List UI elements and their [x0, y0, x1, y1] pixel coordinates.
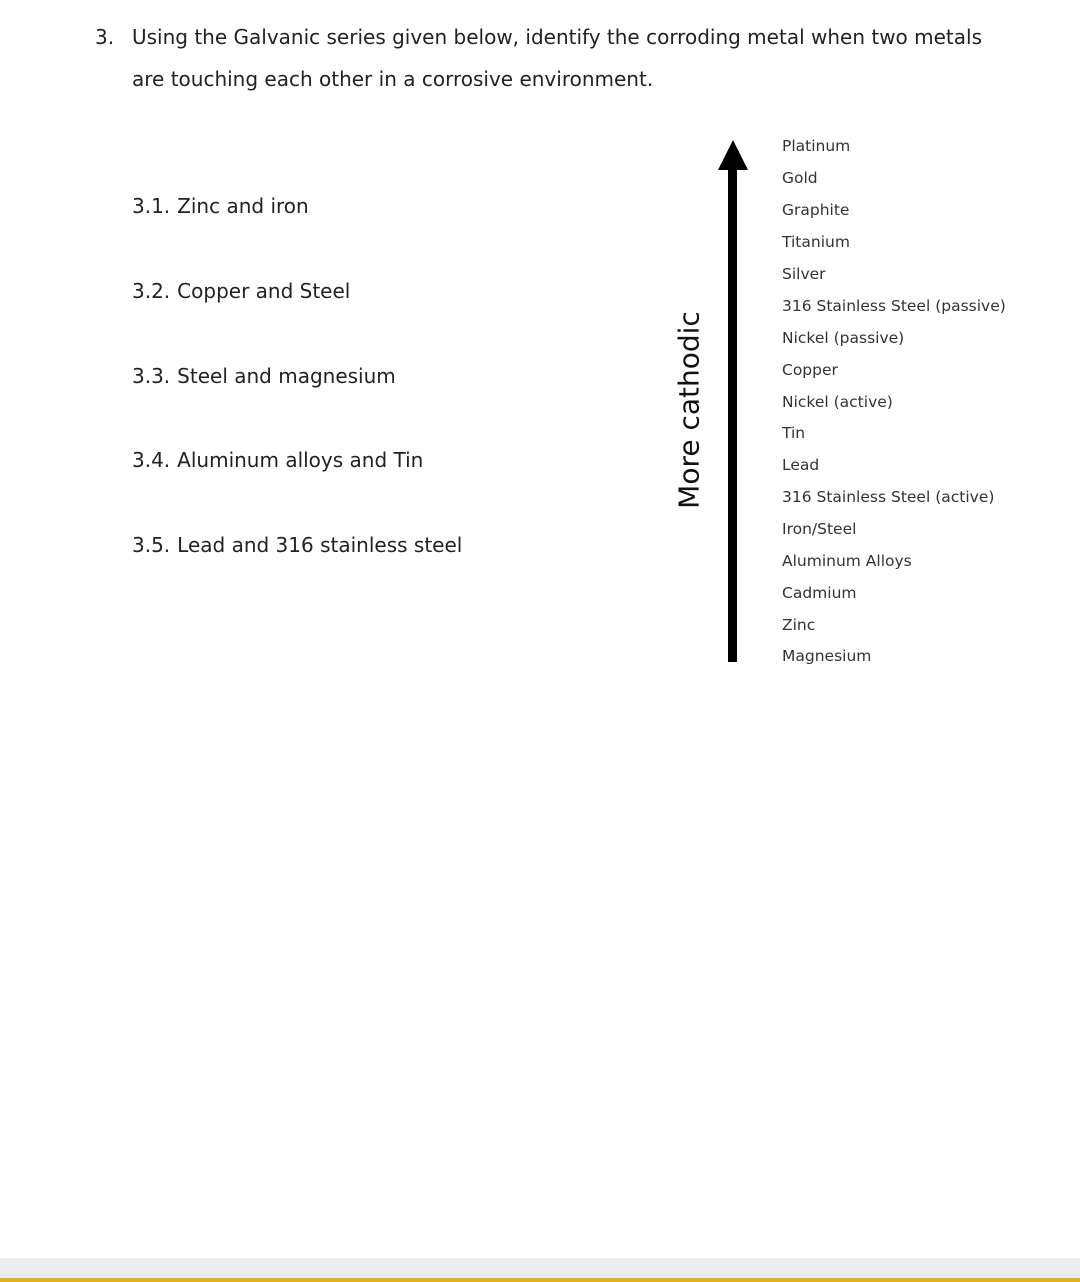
subquestion-text: Aluminum alloys and Tin — [177, 448, 424, 472]
metal-silver: Silver — [782, 265, 826, 283]
metal-nickel-passive: Nickel (passive) — [782, 329, 905, 347]
subquestion-text: Lead and 316 stainless steel — [177, 533, 463, 557]
metal-zinc: Zinc — [782, 616, 816, 634]
metal-aluminum-alloys: Aluminum Alloys — [782, 552, 912, 570]
subquestion-text: Copper and Steel — [177, 279, 351, 303]
subquestion-4 — [132, 447, 423, 473]
metal-tin: Tin — [782, 424, 806, 442]
metal-magnesium: Magnesium — [782, 647, 872, 665]
subquestion-3 — [132, 363, 396, 389]
galvanic-arrow-shaft — [728, 166, 737, 662]
metal-titanium: Titanium — [782, 233, 850, 251]
subquestion-number: 3.2. — [132, 279, 171, 303]
metal-lead: Lead — [782, 456, 820, 474]
more-cathodic-label: More cathodic — [672, 311, 706, 509]
subquestion-text: Steel and magnesium — [177, 364, 396, 388]
subquestion-number: 3.3. — [132, 364, 171, 388]
metal-gold: Gold — [782, 169, 818, 187]
subquestion-1 — [132, 193, 309, 219]
subquestion-number: 3.1. — [132, 194, 171, 218]
question-number: 3. — [95, 25, 115, 49]
metal-graphite: Graphite — [782, 201, 850, 219]
metal-platinum: Platinum — [782, 137, 851, 155]
metal-nickel-active: Nickel (active) — [782, 393, 893, 411]
subquestion-2 — [132, 278, 350, 304]
page-footer-band — [0, 1258, 1080, 1278]
metal-316-ss-active: 316 Stainless Steel (active) — [782, 488, 995, 506]
metal-iron-steel: Iron/Steel — [782, 520, 857, 538]
subquestion-5 — [132, 532, 462, 558]
question-text: Using the Galvanic series given below, identify the corroding metal when two metals are touching each other in a corrosive environment. — [132, 25, 983, 91]
subquestion-text: Zinc and iron — [177, 194, 309, 218]
metal-316-ss-passive: 316 Stainless Steel (passive) — [782, 297, 1006, 315]
metal-cadmium: Cadmium — [782, 584, 857, 602]
subquestion-number: 3.5. — [132, 533, 171, 557]
subquestion-number: 3.4. — [132, 448, 171, 472]
page-footer-accent-line — [0, 1278, 1080, 1282]
metal-copper: Copper — [782, 361, 838, 379]
